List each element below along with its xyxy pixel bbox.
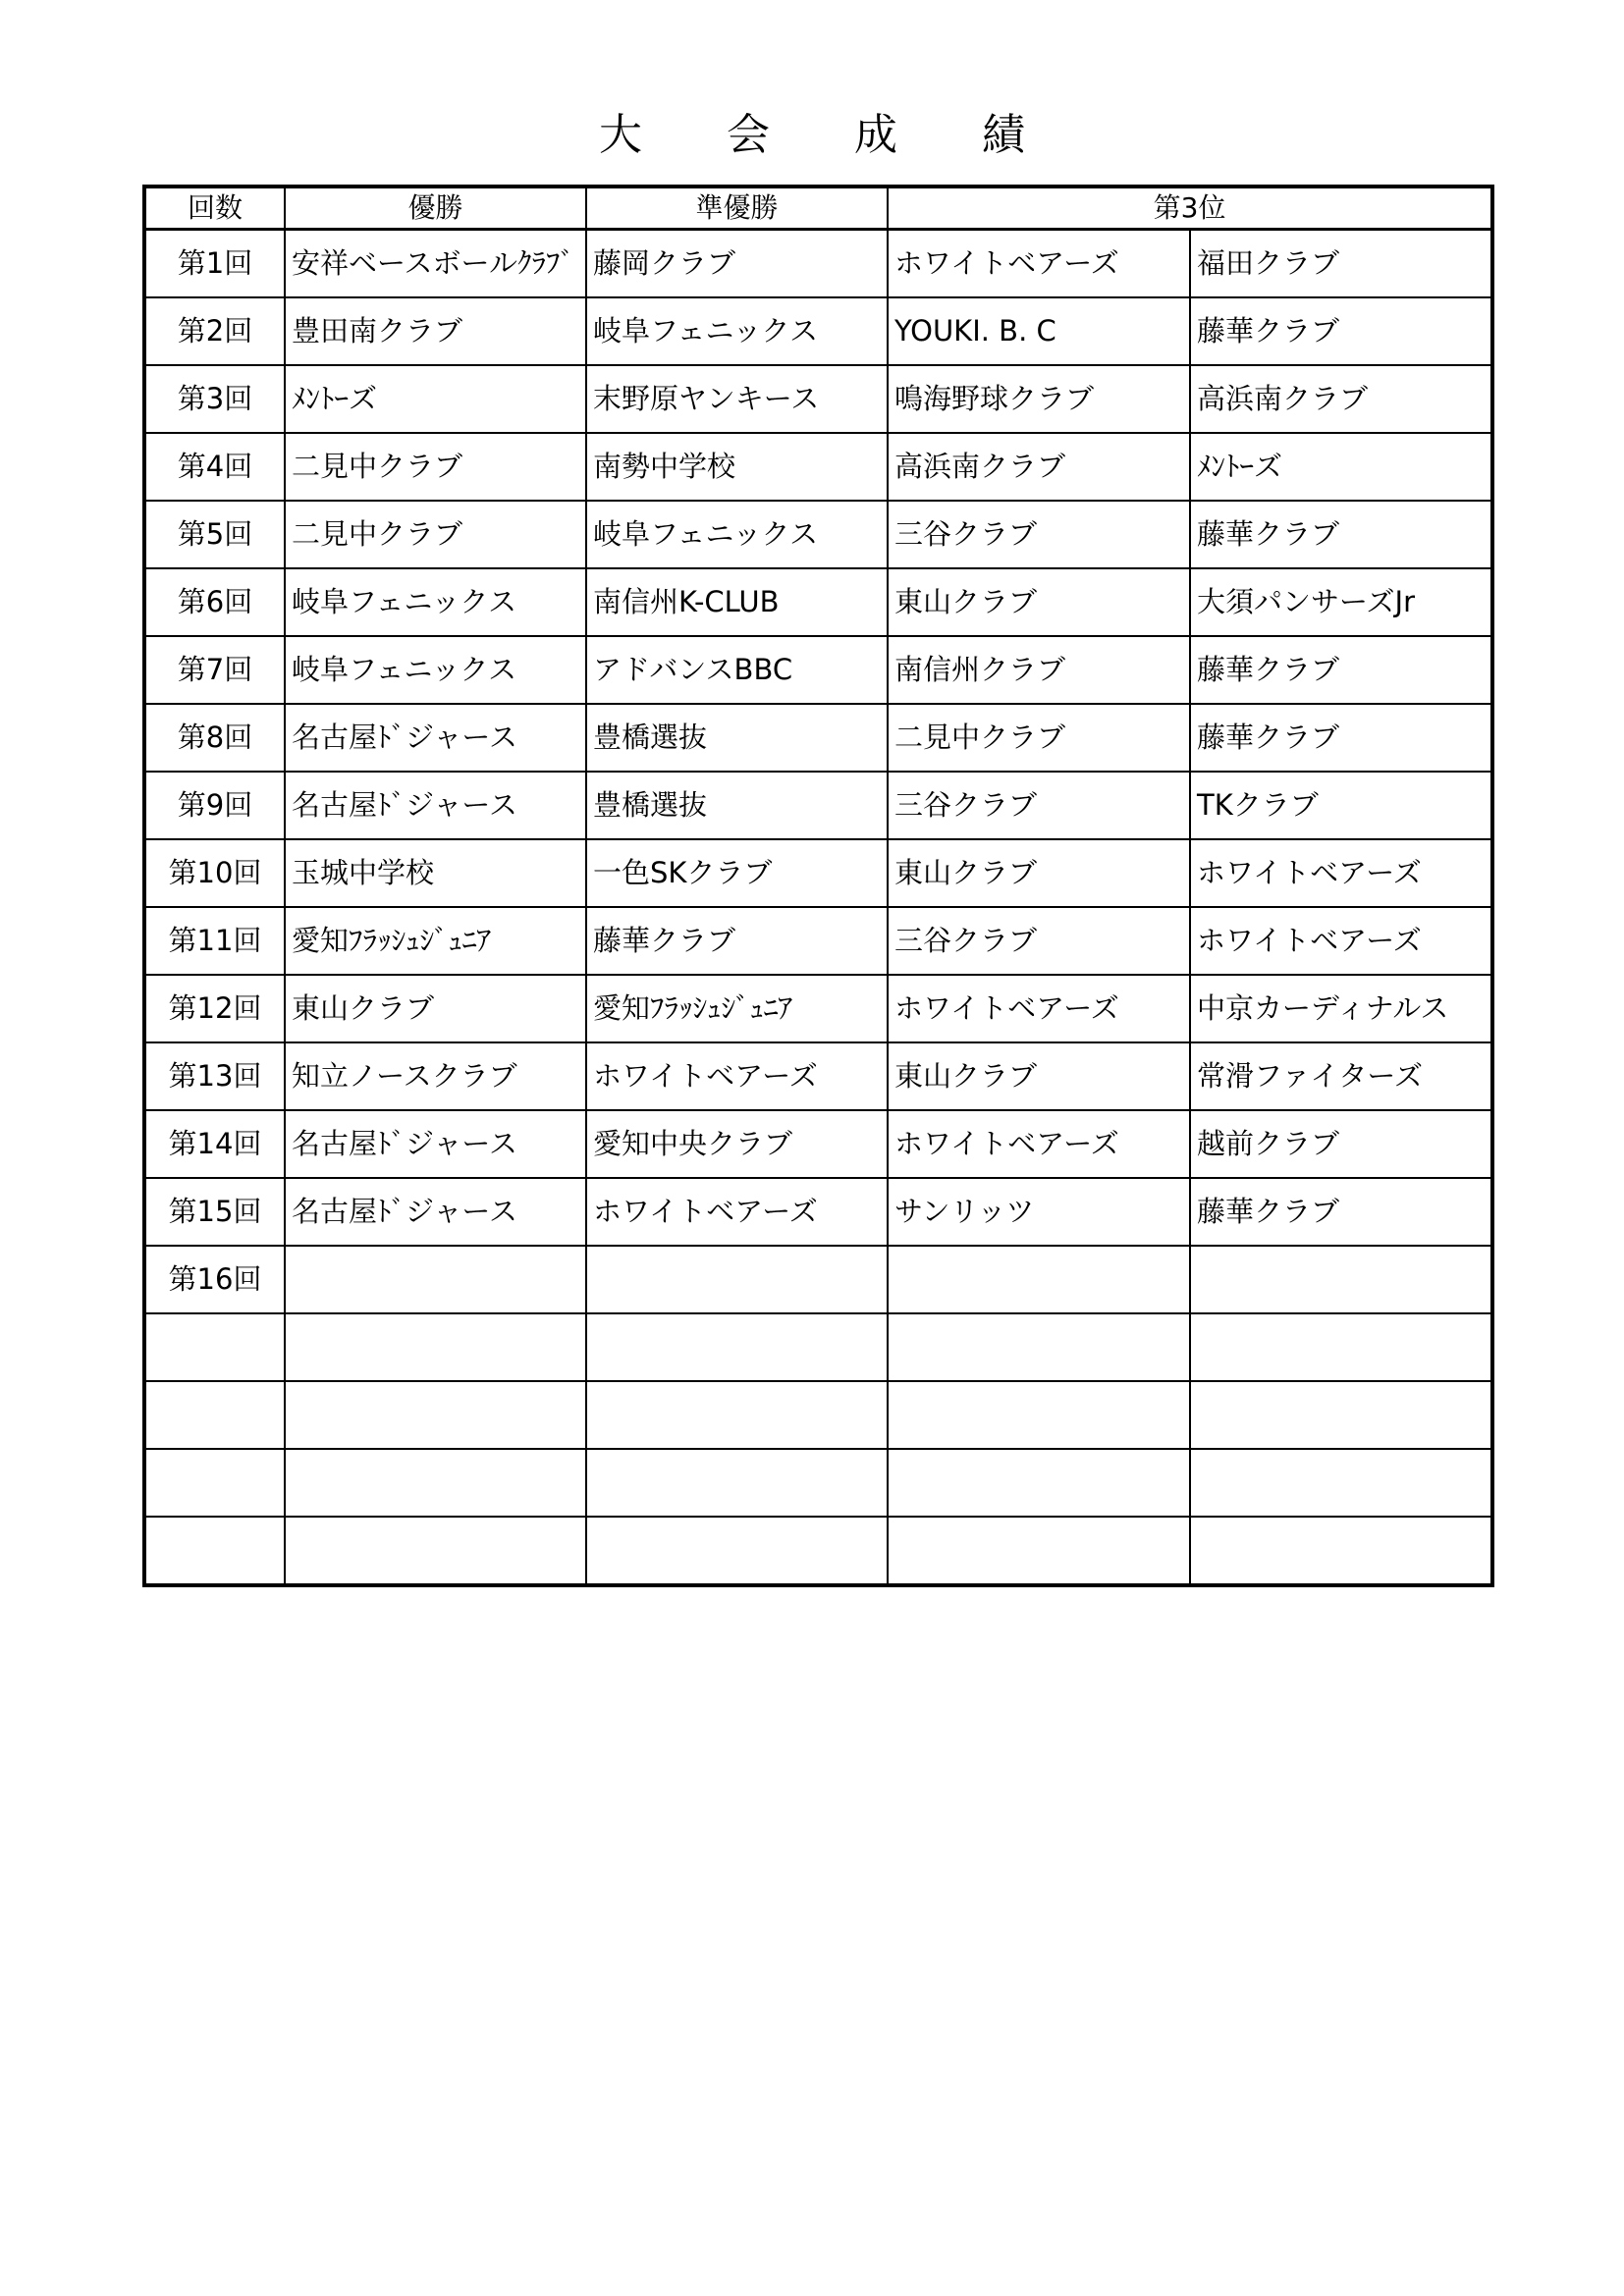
- table-row: [144, 1449, 1492, 1517]
- round-cell: 第5回: [144, 501, 285, 568]
- round-cell: [144, 1517, 285, 1585]
- third-place-cell: ホワイトベアーズ: [888, 1110, 1190, 1178]
- third-place-cell: [888, 1381, 1190, 1449]
- runner-up-cell: アドバンスBBC: [586, 636, 888, 704]
- third-place-cell: TKクラブ: [1190, 772, 1492, 839]
- third-place-cell: YOUKI. B. C: [888, 297, 1190, 365]
- round-cell: 第13回: [144, 1042, 285, 1110]
- header-runner-up: 準優勝: [586, 187, 888, 230]
- runner-up-cell: 岐阜フェニックス: [586, 501, 888, 568]
- winner-cell: 名古屋ﾄﾞジャース: [285, 1110, 586, 1178]
- third-place-cell: [1190, 1313, 1492, 1381]
- third-place-cell: 三谷クラブ: [888, 772, 1190, 839]
- winner-cell: 名古屋ﾄﾞジャース: [285, 704, 586, 772]
- third-place-cell: サンリッツ: [888, 1178, 1190, 1246]
- winner-cell: 二見中クラブ: [285, 433, 586, 501]
- third-place-cell: 福田クラブ: [1190, 230, 1492, 298]
- third-place-cell: 中京カーディナルス: [1190, 975, 1492, 1042]
- third-place-cell: [888, 1517, 1190, 1585]
- table-row: [144, 568, 1492, 636]
- third-place-cell: 三谷クラブ: [888, 501, 1190, 568]
- winner-cell: 安祥ベースボールｸﾗﾌﾞ: [285, 230, 586, 298]
- third-place-cell: [1190, 1517, 1492, 1585]
- round-cell: 第10回: [144, 839, 285, 907]
- runner-up-cell: [586, 1381, 888, 1449]
- winner-cell: [285, 1313, 586, 1381]
- table-row: [144, 772, 1492, 839]
- round-cell: 第2回: [144, 297, 285, 365]
- winner-cell: [285, 1449, 586, 1517]
- runner-up-cell: 愛知ﾌﾗｯｼｭｼﾞｭﾆｱ: [586, 975, 888, 1042]
- runner-up-cell: 豊橋選抜: [586, 772, 888, 839]
- runner-up-cell: [586, 1313, 888, 1381]
- third-place-cell: 三谷クラブ: [888, 907, 1190, 975]
- winner-cell: 東山クラブ: [285, 975, 586, 1042]
- runner-up-cell: 藤岡クラブ: [586, 230, 888, 298]
- table-row: [144, 1313, 1492, 1381]
- winner-cell: 名古屋ﾄﾞジャース: [285, 772, 586, 839]
- third-place-cell: 大須パンサーズJr: [1190, 568, 1492, 636]
- table-row: [144, 365, 1492, 433]
- round-cell: [144, 1381, 285, 1449]
- winner-cell: 二見中クラブ: [285, 501, 586, 568]
- winner-cell: 豊田南クラブ: [285, 297, 586, 365]
- winner-cell: [285, 1246, 586, 1313]
- round-cell: 第9回: [144, 772, 285, 839]
- header-third-place: 第3位: [888, 187, 1492, 230]
- third-place-cell: 二見中クラブ: [888, 704, 1190, 772]
- third-place-cell: 東山クラブ: [888, 1042, 1190, 1110]
- table-row: [144, 1178, 1492, 1246]
- winner-cell: 名古屋ﾄﾞジャース: [285, 1178, 586, 1246]
- round-cell: 第3回: [144, 365, 285, 433]
- round-cell: 第6回: [144, 568, 285, 636]
- runner-up-cell: 南信州K-CLUB: [586, 568, 888, 636]
- table-row: [144, 501, 1492, 568]
- third-place-cell: 藤華クラブ: [1190, 1178, 1492, 1246]
- table-row: [144, 230, 1492, 298]
- third-place-cell: [888, 1449, 1190, 1517]
- third-place-cell: 常滑ファイターズ: [1190, 1042, 1492, 1110]
- winner-cell: 知立ノースクラブ: [285, 1042, 586, 1110]
- round-cell: 第12回: [144, 975, 285, 1042]
- header-round: 回数: [144, 187, 285, 230]
- winner-cell: 岐阜フェニックス: [285, 568, 586, 636]
- round-cell: 第15回: [144, 1178, 285, 1246]
- winner-cell: [285, 1381, 586, 1449]
- runner-up-cell: [586, 1517, 888, 1585]
- third-place-cell: ホワイトベアーズ: [1190, 907, 1492, 975]
- third-place-cell: 藤華クラブ: [1190, 297, 1492, 365]
- round-cell: 第7回: [144, 636, 285, 704]
- results-table-header: [144, 187, 1492, 230]
- winner-cell: ﾒﾝﾄｰズ: [285, 365, 586, 433]
- winner-cell: [285, 1517, 586, 1585]
- round-cell: 第16回: [144, 1246, 285, 1313]
- third-place-cell: 高浜南クラブ: [1190, 365, 1492, 433]
- third-place-cell: 藤華クラブ: [1190, 704, 1492, 772]
- runner-up-cell: 末野原ヤンキース: [586, 365, 888, 433]
- third-place-cell: 高浜南クラブ: [888, 433, 1190, 501]
- table-row: [144, 1042, 1492, 1110]
- runner-up-cell: [586, 1449, 888, 1517]
- runner-up-cell: ホワイトベアーズ: [586, 1042, 888, 1110]
- third-place-cell: ﾒﾝﾄｰズ: [1190, 433, 1492, 501]
- runner-up-cell: 藤華クラブ: [586, 907, 888, 975]
- runner-up-cell: [586, 1246, 888, 1313]
- table-row: [144, 704, 1492, 772]
- runner-up-cell: ホワイトベアーズ: [586, 1178, 888, 1246]
- third-place-cell: 東山クラブ: [888, 568, 1190, 636]
- runner-up-cell: 愛知中央クラブ: [586, 1110, 888, 1178]
- table-row: [144, 1517, 1492, 1585]
- third-place-cell: [1190, 1449, 1492, 1517]
- table-row: [144, 1110, 1492, 1178]
- table-row: [144, 839, 1492, 907]
- round-cell: [144, 1449, 285, 1517]
- third-place-cell: 鳴海野球クラブ: [888, 365, 1190, 433]
- third-place-cell: [1190, 1246, 1492, 1313]
- third-place-cell: ホワイトベアーズ: [1190, 839, 1492, 907]
- third-place-cell: ホワイトベアーズ: [888, 975, 1190, 1042]
- third-place-cell: [888, 1246, 1190, 1313]
- results-table: [142, 185, 1494, 1587]
- winner-cell: 愛知ﾌﾗｯｼｭｼﾞｭﾆｱ: [285, 907, 586, 975]
- table-row: [144, 636, 1492, 704]
- table-row: [144, 1381, 1492, 1449]
- third-place-cell: 藤華クラブ: [1190, 501, 1492, 568]
- third-place-cell: [888, 1313, 1190, 1381]
- round-cell: [144, 1313, 285, 1381]
- table-row: [144, 297, 1492, 365]
- round-cell: 第8回: [144, 704, 285, 772]
- page-title: 大 会 成 績: [599, 110, 1060, 160]
- winner-cell: 岐阜フェニックス: [285, 636, 586, 704]
- third-place-cell: ホワイトベアーズ: [888, 230, 1190, 298]
- results-table-body: [144, 230, 1492, 1586]
- round-cell: 第11回: [144, 907, 285, 975]
- table-row: [144, 975, 1492, 1042]
- third-place-cell: 越前クラブ: [1190, 1110, 1492, 1178]
- round-cell: 第14回: [144, 1110, 285, 1178]
- round-cell: 第4回: [144, 433, 285, 501]
- third-place-cell: 南信州クラブ: [888, 636, 1190, 704]
- table-row: [144, 433, 1492, 501]
- runner-up-cell: 一色SKクラブ: [586, 839, 888, 907]
- third-place-cell: 東山クラブ: [888, 839, 1190, 907]
- winner-cell: 玉城中学校: [285, 839, 586, 907]
- runner-up-cell: 岐阜フェニックス: [586, 297, 888, 365]
- runner-up-cell: 豊橋選抜: [586, 704, 888, 772]
- runner-up-cell: 南勢中学校: [586, 433, 888, 501]
- table-row: [144, 907, 1492, 975]
- header-winner: 優勝: [285, 187, 586, 230]
- round-cell: 第1回: [144, 230, 285, 298]
- header-row: [144, 187, 1492, 230]
- table-row: [144, 1246, 1492, 1313]
- third-place-cell: 藤華クラブ: [1190, 636, 1492, 704]
- third-place-cell: [1190, 1381, 1492, 1449]
